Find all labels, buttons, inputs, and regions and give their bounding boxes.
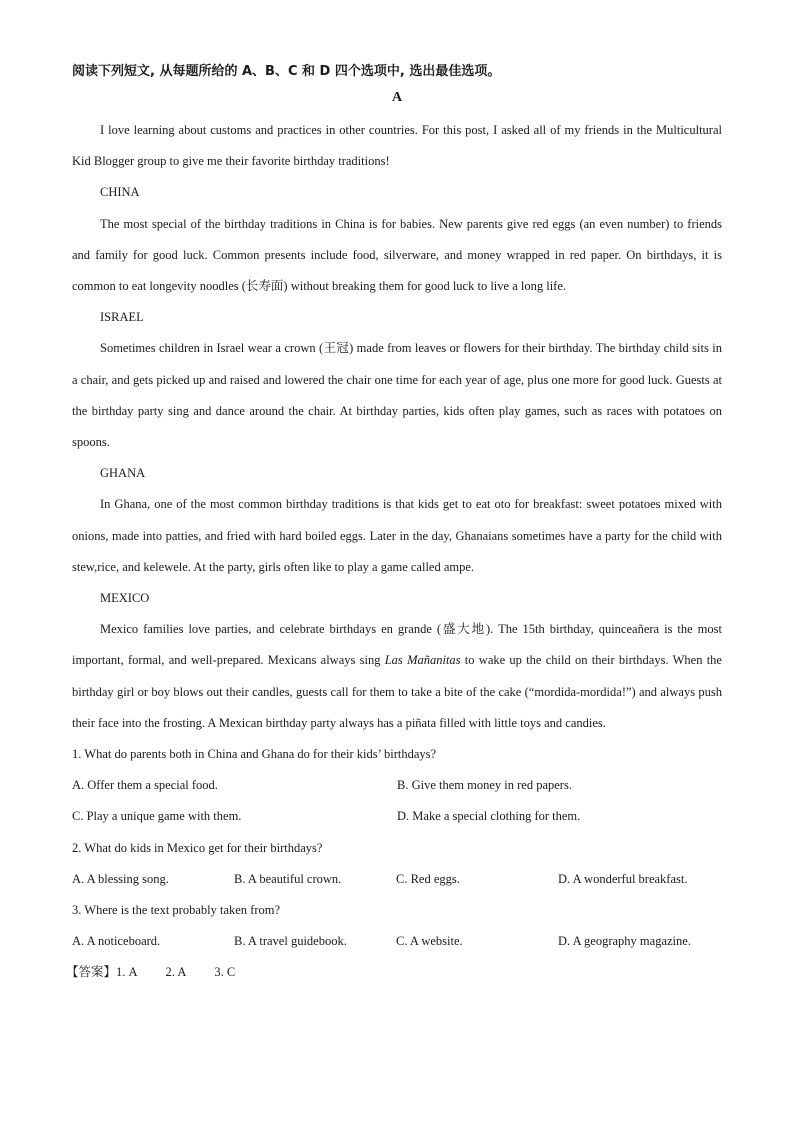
question-3-option-a: A. A noticeboard.	[72, 934, 161, 949]
question-2-option-c: C. Red eggs.	[396, 871, 460, 886]
answer-line	[66, 957, 722, 988]
intro-paragraph: I love learning about customs and practices in other countries. For this post, I asked all of my friends in the Multicultural Kid Blogger group to give me their favorite birthday traditions!	[72, 123, 722, 169]
mexico-text-before: Mexico families love parties, and celebrate birthdays en grande (盛大地). The 15th birthday, quinceañera is the most important, formal, and well-prepared. Mexicans always sing	[72, 622, 722, 668]
question-2-stem: 2. What do kids in Mexico get for their birthdays?	[72, 840, 323, 855]
question-1-option-c: C. Play a unique game with them.	[72, 809, 242, 824]
china-paragraph: The most special of the birthday traditions in China is for babies. New parents give red eggs (an even number) to friends and family for good luck. Common presents include food, silverware, and money wrapped in red paper. On birthdays, it is common to eat longevity noodles (长寿面) without breaking them for good luck to live a long life.	[72, 216, 722, 294]
country-heading-israel: ISRAEL	[100, 310, 144, 325]
question-2-option-a: A. A blessing song.	[72, 871, 169, 886]
mexico-paragraph	[72, 614, 722, 739]
instruction: 阅读下列短文, 从每题所给的 A、B、C 和 D 四个选项中, 选出最佳选项。	[72, 64, 501, 79]
question-2-option-d: D. A wonderful breakfast.	[558, 871, 688, 886]
question-1-option-a: A. Offer them a special food.	[72, 778, 218, 793]
song-title: Las Mañanitas	[384, 653, 461, 668]
question-3-option-d: D. A geography magazine.	[558, 934, 691, 949]
question-2-options	[72, 864, 722, 895]
answer-3: 3. C	[214, 965, 236, 980]
question-3-option-c: C. A website.	[396, 934, 463, 949]
question-3-option-b: B. A travel guidebook.	[234, 934, 347, 949]
section-title: A	[391, 90, 403, 105]
question-1-options-row-1	[72, 770, 722, 801]
question-1-option-b: B. Give them money in red papers.	[397, 778, 572, 793]
question-1-option-d: D. Make a special clothing for them.	[397, 809, 581, 824]
israel-paragraph: Sometimes children in Israel wear a crown (王冠) made from leaves or flowers for their birthday. The birthday child sits in a chair, and gets picked up and raised and lowered the chair one time for each year of age, plus one more for good luck. Guests at the birthday party sing and dance around the chair. At birthday parties, kids often play games, such as races with potatoes on spoons.	[72, 341, 722, 450]
question-3-options	[72, 926, 722, 957]
country-heading-ghana: GHANA	[100, 466, 146, 481]
answer-label: 【答案】	[66, 965, 117, 980]
country-heading-china: CHINA	[100, 185, 140, 200]
answer-2: 2. A	[165, 965, 187, 980]
answer-1: 1. A	[116, 965, 138, 980]
question-1-options-row-2	[72, 801, 722, 832]
country-heading-mexico: MEXICO	[100, 591, 150, 606]
passage	[66, 115, 722, 989]
question-1-stem: 1. What do parents both in China and Ghana do for their kids’ birthdays?	[72, 747, 437, 762]
question-2-option-b: B. A beautiful crown.	[234, 871, 342, 886]
question-3-stem: 3. Where is the text probably taken from?	[72, 903, 281, 918]
ghana-paragraph: In Ghana, one of the most common birthday traditions is that kids get to eat oto for breakfast: sweet potatoes mixed with onions, made into patties, and fried with hard boiled eggs. Later in the day, Ghanaians sometimes have a party for the child with stew,rice, and kelewele. At the party, girls often like to play a game called ampe.	[72, 497, 722, 574]
mexico-text-after: to wake up the child on their birthdays. When the birthday girl or boy blows out their candles, guests call for them to take a bite of the cake (“mordida-mordida!”) and always push their face into the frosting. A Mexican birthday party always has a piñata filled with little toys and candies.	[72, 653, 722, 730]
